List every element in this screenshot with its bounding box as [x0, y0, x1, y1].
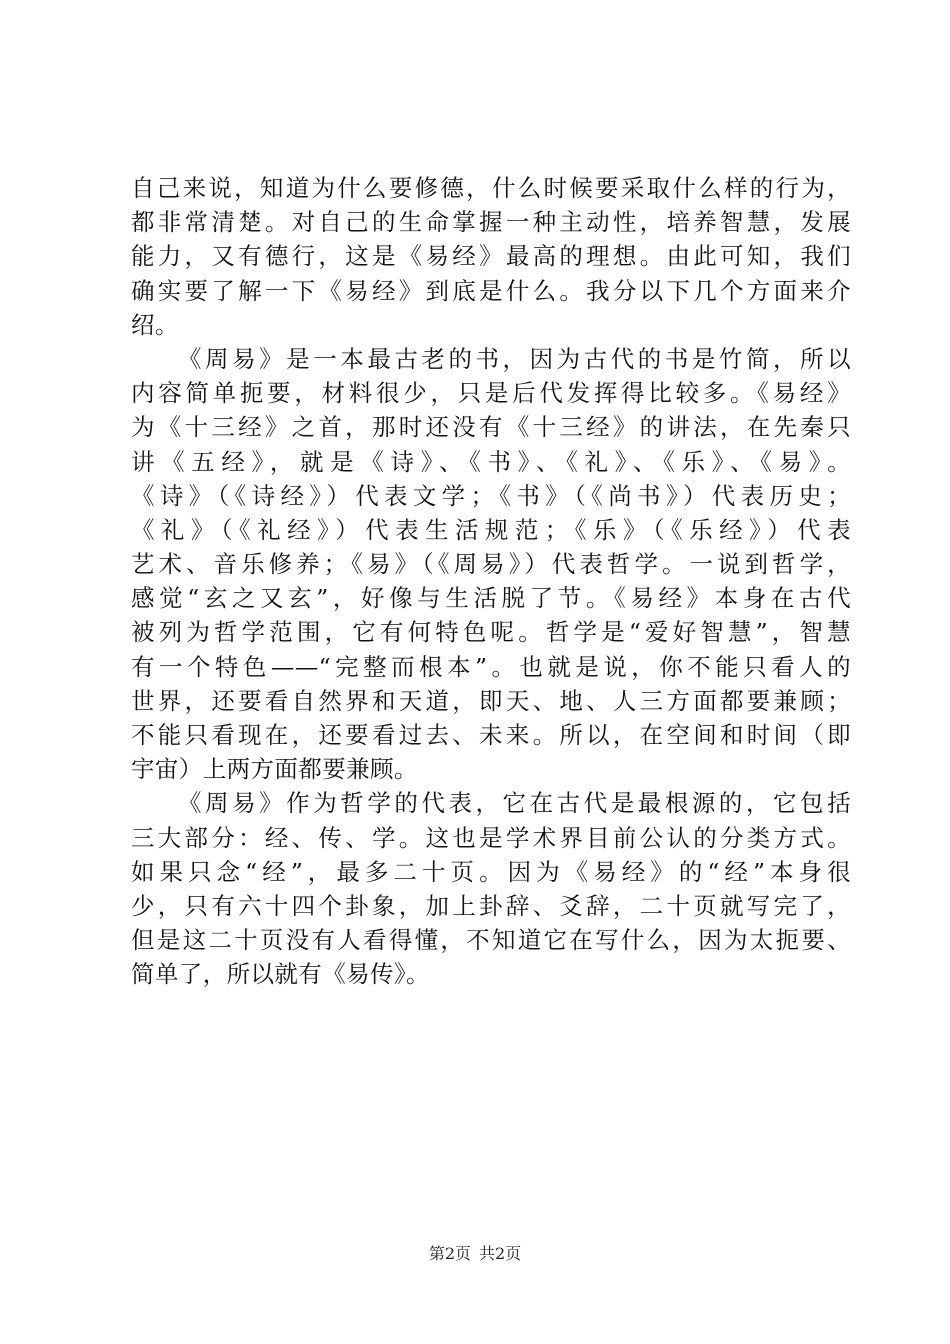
text-line: 被列为哲学范围，它有何特色呢。哲学是“爱好智慧”，智慧: [131, 618, 851, 647]
text-line: 自己来说，知道为什么要修德，什么时候要采取什么样的行为，: [131, 174, 851, 202]
page-total: 共2页: [479, 1244, 522, 1263]
text-line: 《周易》是一本最古老的书，因为古代的书是竹简，所以: [178, 344, 851, 373]
text-line: 少，只有六十四个卦象，加上卦辞、爻辞，二十页就写完了，: [131, 891, 851, 920]
text-line: 艺术、音乐修养；《易》（《周易》）代表哲学。一说到哲学，: [131, 550, 851, 579]
text-line: 三大部分：经、传、学。这也是学术界目前公认的分类方式。: [131, 823, 851, 852]
text-line: 确实要了解一下《易经》到底是什么。我分以下几个方面来介: [131, 276, 851, 305]
text-line: 《诗》（《诗经》）代表文学；《书》（《尚书》）代表历史；: [131, 481, 851, 510]
text-line: 《周易》作为哲学的代表，它在古代是最根源的，它包括: [178, 789, 851, 818]
text-line: 能力，又有德行，这是《易经》最高的理想。由此可知，我们: [131, 242, 851, 271]
text-line: 讲《五经》，就是《诗》、《书》、《礼》、《乐》、《易》。: [131, 447, 851, 476]
text-line: 绍。: [131, 310, 179, 339]
text-line: 都非常清楚。对自己的生命掌握一种主动性，培养智慧，发展: [131, 208, 851, 237]
text-line: 世界，还要看自然界和天道，即天、地、人三方面都要兼顾；: [131, 686, 851, 715]
page-number: 第2页: [428, 1244, 471, 1263]
text-line: 不能只看现在，还要看过去、未来。所以，在空间和时间（即: [131, 721, 851, 749]
page-footer: [0, 1242, 950, 1266]
text-line: 为《十三经》之首，那时还没有《十三经》的讲法，在先秦只: [131, 413, 851, 442]
text-line: 宇宙）上两方面都要兼顾。: [131, 755, 418, 784]
text-line: 感觉“玄之又玄”，好像与生活脱了节。《易经》本身在古代: [131, 584, 851, 613]
text-line: 有一个特色——“完整而根本”。也就是说，你不能只看人的: [131, 652, 851, 681]
text-line: 《礼》（《礼经》）代表生活规范；《乐》（《乐经》）代表: [131, 515, 851, 544]
text-line: 简单了，所以就有《易传》。: [131, 960, 430, 989]
text-line: 内容简单扼要，材料很少，只是后代发挥得比较多。《易经》: [131, 379, 851, 408]
document-body: [131, 171, 851, 992]
text-line: 但是这二十页没有人看得懂，不知道它在写什么，因为太扼要、: [131, 926, 851, 955]
text-line: 如果只念“经”，最多二十页。因为《易经》的“经”本身很: [131, 857, 851, 886]
